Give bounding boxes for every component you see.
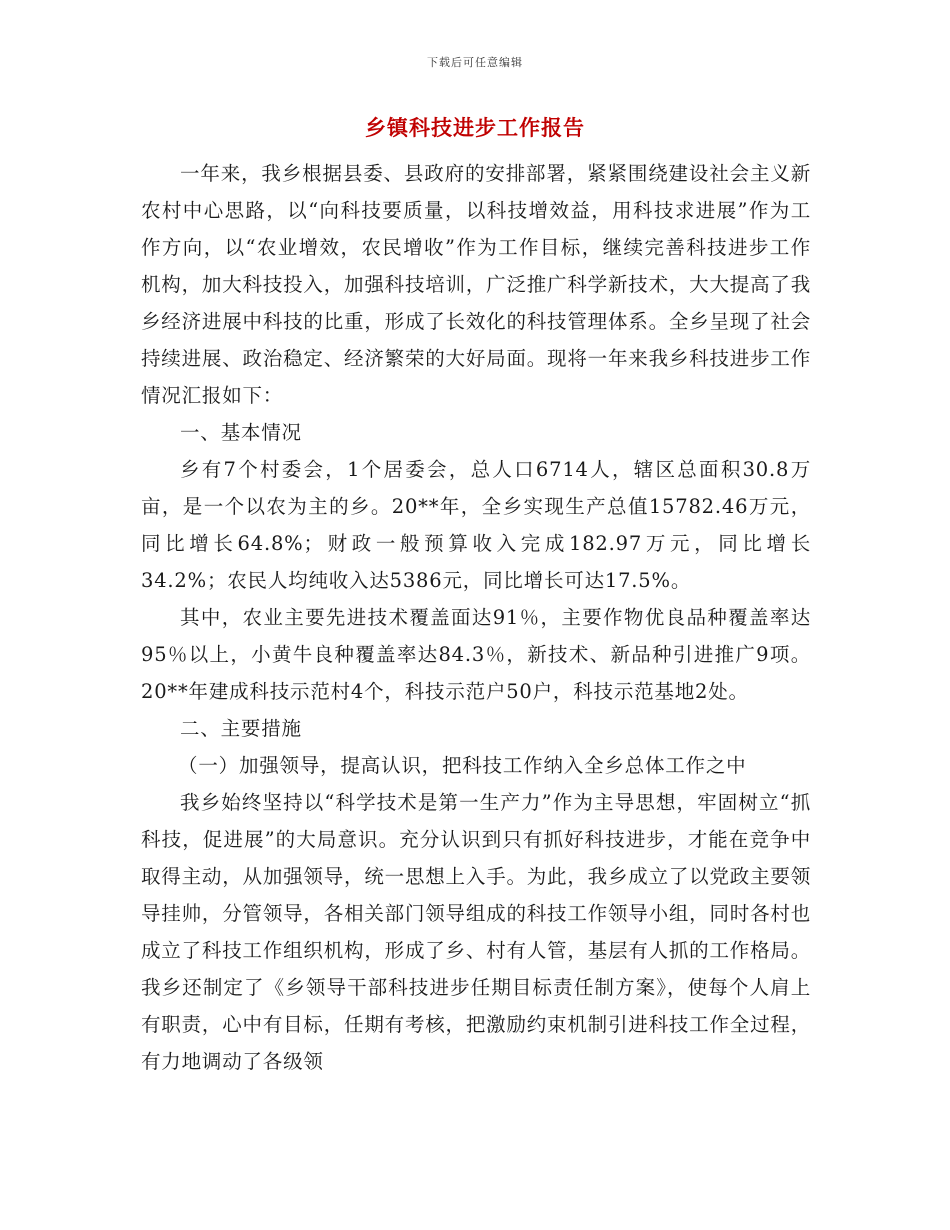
document-title: 乡镇科技进步工作报告 bbox=[365, 115, 585, 140]
document-body bbox=[141, 155, 811, 1080]
section-heading-basic: 一、基本情况 bbox=[180, 421, 302, 444]
paragraph-tech-coverage: 其中，农业主要先进技术覆盖面达91％，主要作物优良品种覆盖率达95％以上，小黄牛良种覆盖率达84.3％，新技术、新品种引进推广9项。20**年建成科技示范村4个，科技示范户50户，科技示范基地2处。 bbox=[141, 606, 811, 703]
paragraph-intro: 一年来，我乡根据县委、县政府的安排部署，紧紧围绕建设社会主义新农村中心思路，以“向科技要质量，以科技增效益，用科技求进展”作为工作方向，以“农业增效，农民增收”作为工作目标，继续完善科技进步工作机构，加大科技投入，加强科技培训，广泛推广科学新技术，大大提高了我乡经济进展中科技的比重，形成了长效化的科技管理体系。全乡呈现了社会持续进展、政治稳定、经济繁荣的大好局面。现将一年来我乡科技进步工作情况汇报如下： bbox=[141, 162, 811, 407]
page-header-note: 下载后可任意编辑 bbox=[427, 56, 523, 69]
paragraph-basic-stats: 乡有7个村委会，1个居委会，总人口6714人，辖区总面积30.8万亩，是一个以农为主的乡。20**年，全乡实现生产总值15782.46万元，同比增长64.8%；财政一般预算收入完成182.97万元，同比增长34.2%；农民人均纯收入达5386元，同比增长可达17.5%。 bbox=[141, 458, 811, 592]
section-heading-measures: 二、主要措施 bbox=[180, 717, 302, 740]
subsection-heading-leadership: （一）加强领导，提高认识，把科技工作纳入全乡总体工作之中 bbox=[178, 754, 747, 777]
paragraph-leadership: 我乡始终坚持以“科学技术是第一生产力”作为主导思想，牢固树立“抓科技，促进展”的大局意识。充分认识到只有抓好科技进步，才能在竞争中取得主动，从加强领导，统一思想上入手。为此，我乡成立了以党政主要领导挂帅，分管领导，各相关部门领导组成的科技工作领导小组，同时各村也成立了科技工作组织机构，形成了乡、村有人管，基层有人抓的工作格局。我乡还制定了《乡领导干部科技进步任期目标责任制方案》，使每个人肩上有职责，心中有目标，任期有考核，把激励约束机制引进科技工作全过程，有力地调动了各级领 bbox=[141, 791, 811, 1073]
